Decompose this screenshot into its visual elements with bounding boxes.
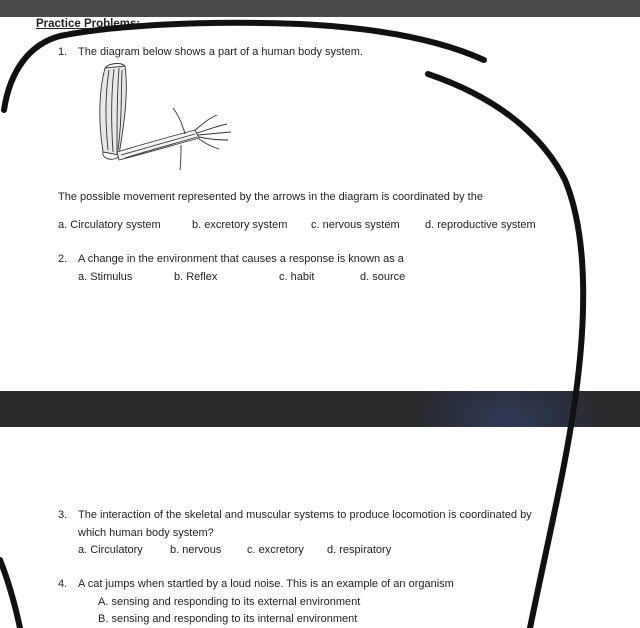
q1-option-c: c. nervous system bbox=[311, 219, 400, 231]
q3-line1: The interaction of the skeletal and muscular systems to produce locomotion is coordinated by bbox=[78, 509, 532, 521]
q4-option-b: B. sensing and responding to its internal environment bbox=[98, 613, 358, 625]
q3-option-c: c. excretory bbox=[247, 544, 304, 556]
q1-option-d: d. reproductive system bbox=[425, 219, 536, 231]
q1-prompt: The possible movement represented by the arrows in the diagram is coordinated by the bbox=[58, 191, 483, 203]
q1-number: 1. bbox=[58, 46, 68, 58]
top-bar bbox=[0, 0, 640, 17]
q3-option-d: d. respiratory bbox=[327, 544, 392, 556]
q1-text: The diagram below shows a part of a human body system. bbox=[78, 46, 363, 58]
q2-option-c: c. habit bbox=[279, 271, 315, 283]
q3-option-b: b. nervous bbox=[170, 544, 222, 556]
q2-number: 2. bbox=[58, 253, 68, 265]
q3-option-a: a. Circulatory bbox=[78, 544, 143, 556]
page-divider-bar bbox=[0, 391, 640, 427]
q4-option-a: A. sensing and responding to its external environment bbox=[98, 596, 361, 608]
q2-option-d: d. source bbox=[360, 271, 406, 283]
q2-option-b: b. Reflex bbox=[174, 271, 218, 283]
q4-text: A cat jumps when startled by a loud noise. This is an example of an organism bbox=[78, 578, 454, 590]
q1-option-b: b. excretory system bbox=[192, 219, 288, 231]
q3-line2: which human body system? bbox=[78, 527, 214, 539]
q4-number: 4. bbox=[58, 578, 68, 590]
q3-number: 3. bbox=[58, 509, 68, 521]
q2-option-a: a. Stimulus bbox=[78, 271, 133, 283]
q1-option-a: a. Circulatory system bbox=[58, 219, 161, 231]
q2-text: A change in the environment that causes a response is known as a bbox=[78, 253, 404, 265]
page-heading: Practice Problems: bbox=[36, 18, 141, 30]
human-arm-icon bbox=[95, 60, 240, 170]
